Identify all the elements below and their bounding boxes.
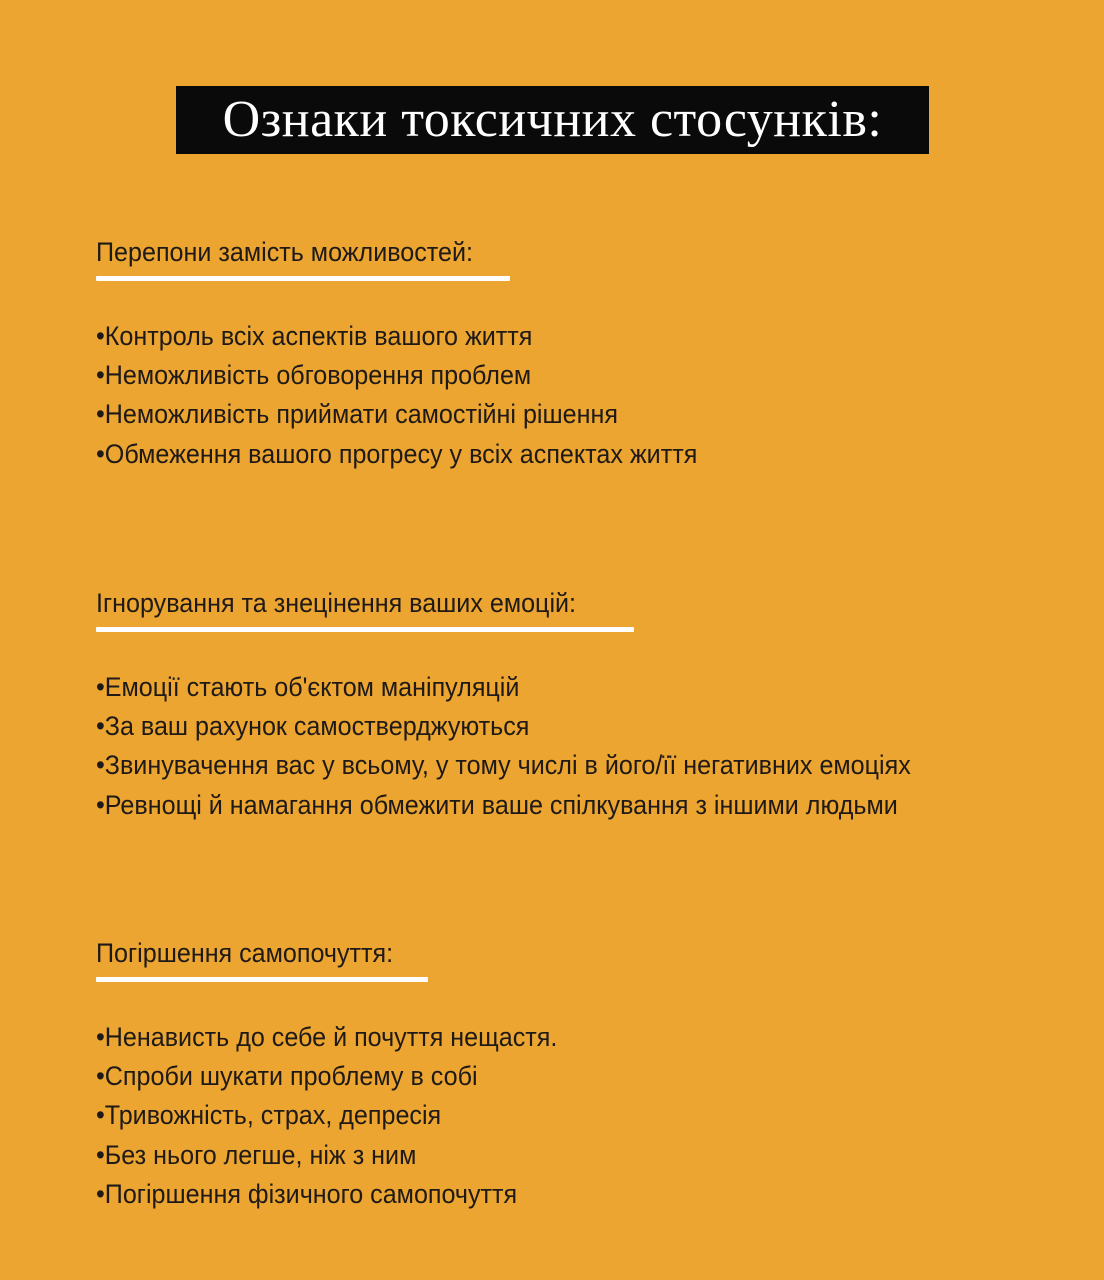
list-item: •Ревнощі й намагання обмежити ваше спілкування з іншими людьми [96,789,898,820]
list-item: •Обмеження вашого прогресу у всіх аспектах життя [96,438,698,469]
heading-underline [96,276,510,281]
list-item: •За ваш рахунок самостверджуються [96,711,530,742]
list-item: •Неможливість приймати самостійні рішення [96,399,618,430]
list-item: •Без нього легше, ніж з ним [96,1139,417,1170]
title-banner [176,86,929,154]
section-heading: Перепони замість можливостей: [96,237,473,267]
section-heading: Погіршення самопочуття: [96,938,394,968]
section-obstacles [96,236,743,474]
list-item: •Ненависть до себе й почуття нещастя. [96,1022,558,1052]
bullet-list [96,1018,592,1214]
list-item: •Неможливість обговорення проблем [96,360,532,391]
list-item: •Тривожність, страх, депресія [96,1100,442,1131]
list-item: •Звинувачення вас у всьому, у тому числі в його/її негативних емоціях [96,750,911,781]
list-item: •Спроби шукати проблему в собі [96,1061,478,1092]
heading-underline [96,627,634,632]
list-item: •Погіршення фізичного самопочуття [96,1178,518,1209]
heading-underline [96,977,428,982]
bullet-list [96,668,972,825]
section-heading: Ігнорування та знецінення ваших емоцій: [96,588,577,618]
section-wellbeing [96,937,592,1214]
section-emotions [96,587,972,825]
list-item: •Контроль всіх аспектів вашого життя [96,321,533,351]
bullet-list [96,317,743,474]
page-title: Ознаки токсичних стосунків: [222,91,883,148]
list-item: •Емоції стають об'єктом маніпуляцій [96,672,520,702]
